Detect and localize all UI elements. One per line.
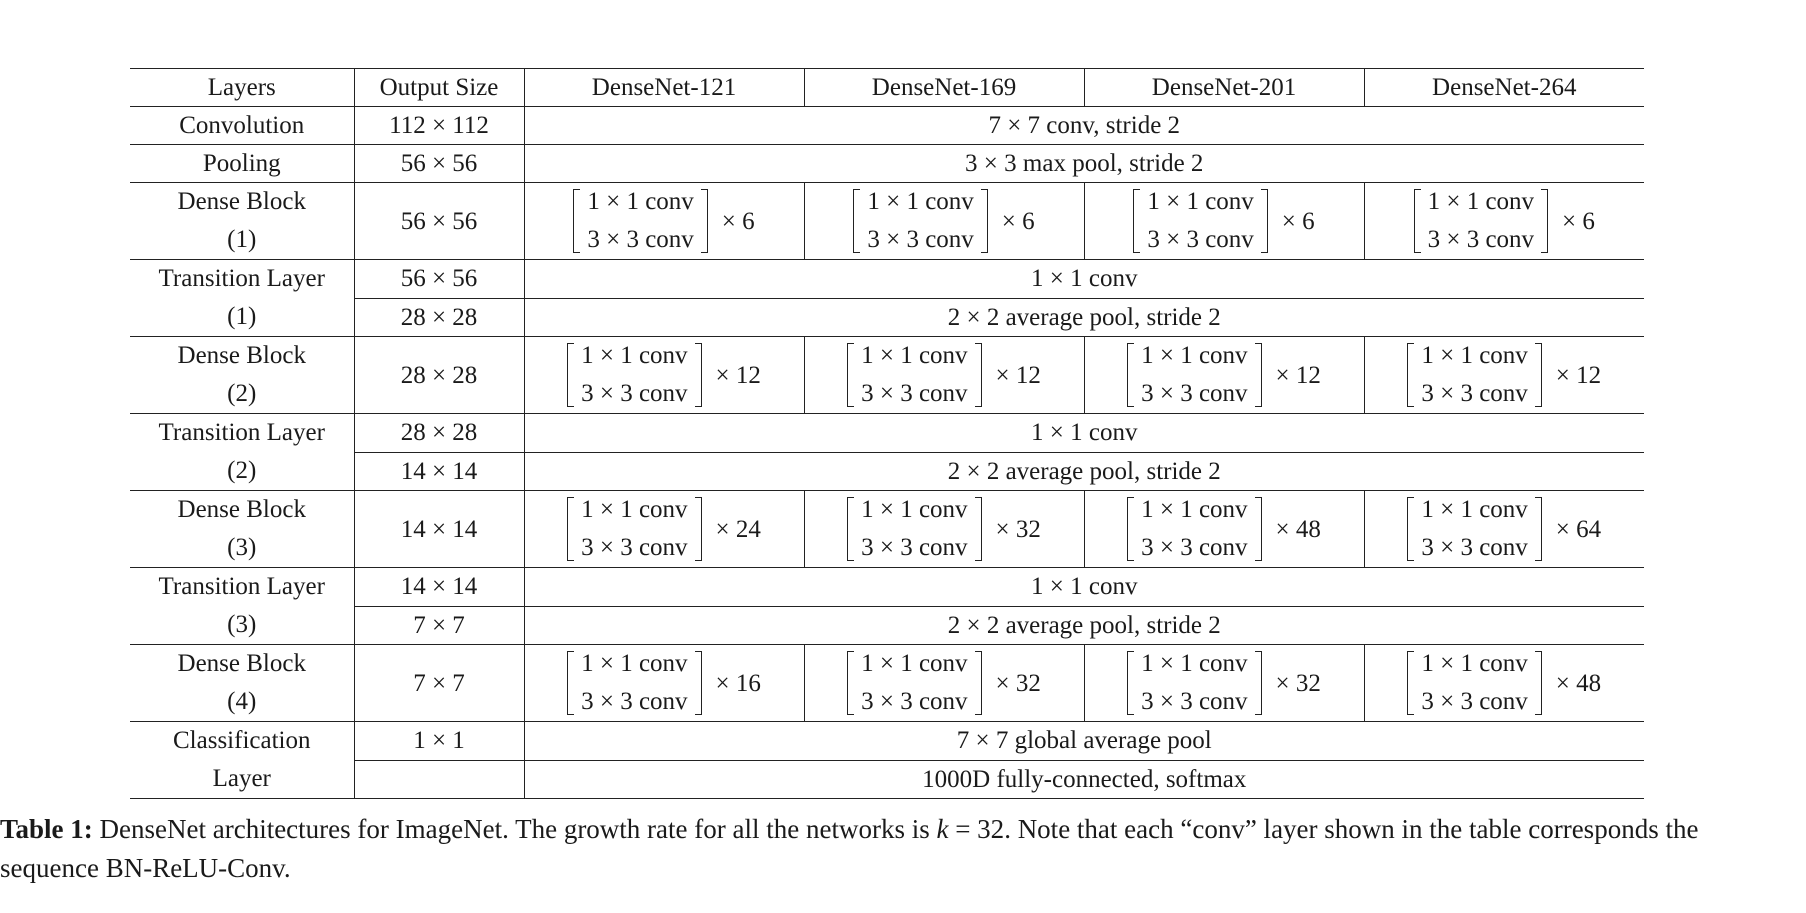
dense-cell (524, 337, 804, 414)
output-size: 7 × 7 (354, 606, 524, 645)
multiplier: × 48 (1275, 515, 1321, 543)
layer-name: Pooling (130, 145, 354, 183)
caption-text-2: . Note that each “conv” layer shown in the table corresponds the sequence BN-ReLU-Conv. (0, 814, 1699, 883)
layer-op: 2 × 2 average pool, stride 2 (524, 606, 1644, 645)
multiplier: × 6 (721, 207, 755, 235)
conv-bracket: 1 × 1 conv 3 × 3 conv (847, 491, 981, 567)
header-densenet-169: DenseNet-169 (804, 69, 1084, 107)
output-size (354, 760, 524, 799)
row-convolution (130, 107, 1644, 145)
dense-cell (1084, 337, 1364, 414)
conv-bracket: 1 × 1 conv 3 × 3 conv (1407, 337, 1541, 413)
layer-op: 7 × 7 conv, stride 2 (524, 107, 1644, 145)
conv-bracket: 1 × 1 conv 3 × 3 conv (1407, 491, 1541, 567)
architecture-table-container (130, 68, 1644, 799)
dense-cell (1084, 645, 1364, 722)
output-size: 28 × 28 (354, 298, 524, 337)
layer-op: 7 × 7 global average pool (524, 722, 1644, 761)
dense-cell (804, 491, 1084, 568)
row-transition-1a (130, 260, 1644, 299)
layer-name: Dense Block (1) (130, 183, 354, 260)
output-size: 1 × 1 (354, 722, 524, 761)
layer-name: Transition Layer (2) (130, 414, 354, 491)
dense-cell (524, 491, 804, 568)
layer-op: 1000D fully-connected, softmax (524, 760, 1644, 799)
dense-cell (1084, 183, 1364, 260)
multiplier: × 12 (1275, 361, 1321, 389)
output-size: 56 × 56 (354, 145, 524, 183)
conv-bracket: 1 × 1 conv 3 × 3 conv (567, 337, 701, 413)
output-size: 112 × 112 (354, 107, 524, 145)
dense-cell (1364, 183, 1644, 260)
dense-cell (524, 183, 804, 260)
dense-cell (524, 645, 804, 722)
conv-bracket: 1 × 1 conv 3 × 3 conv (847, 645, 981, 721)
row-dense-block-4 (130, 645, 1644, 722)
multiplier: × 32 (995, 669, 1041, 697)
header-densenet-201: DenseNet-201 (1084, 69, 1364, 107)
conv-bracket: 1 × 1 conv 3 × 3 conv (1127, 337, 1261, 413)
layer-name: Dense Block (4) (130, 645, 354, 722)
header-layers: Layers (130, 69, 354, 107)
layer-name: Transition Layer (3) (130, 568, 354, 645)
layer-name: Transition Layer (1) (130, 260, 354, 337)
multiplier: × 12 (715, 361, 761, 389)
layer-op: 3 × 3 max pool, stride 2 (524, 145, 1644, 183)
row-pooling (130, 145, 1644, 183)
dense-cell (1364, 337, 1644, 414)
conv-bracket: 1 × 1 conv 3 × 3 conv (1407, 645, 1541, 721)
caption-text-1: DenseNet architectures for ImageNet. The growth rate for all the networks is (92, 814, 937, 844)
multiplier: × 6 (1001, 207, 1035, 235)
row-transition-3b (130, 606, 1644, 645)
output-size: 7 × 7 (354, 645, 524, 722)
header-densenet-121: DenseNet-121 (524, 69, 804, 107)
conv-bracket: 1 × 1 conv 3 × 3 conv (567, 645, 701, 721)
densenet-architecture-table (130, 68, 1644, 799)
multiplier: × 32 (1275, 669, 1321, 697)
output-size: 14 × 14 (354, 568, 524, 607)
layer-op: 1 × 1 conv (524, 260, 1644, 299)
conv-bracket: 1 × 1 conv 3 × 3 conv (573, 183, 707, 259)
dense-cell (804, 337, 1084, 414)
layer-name: Dense Block (3) (130, 491, 354, 568)
caption-k-symbol: k (936, 814, 949, 844)
conv-bracket: 1 × 1 conv 3 × 3 conv (1127, 645, 1261, 721)
row-dense-block-2 (130, 337, 1644, 414)
dense-cell (804, 183, 1084, 260)
multiplier: × 24 (715, 515, 761, 543)
multiplier: × 64 (1555, 515, 1602, 543)
output-size: 14 × 14 (354, 491, 524, 568)
header-row (130, 69, 1644, 107)
header-densenet-264: DenseNet-264 (1364, 69, 1644, 107)
header-output-size: Output Size (354, 69, 524, 107)
layer-name: Convolution (130, 107, 354, 145)
conv-bracket: 1 × 1 conv 3 × 3 conv (847, 337, 981, 413)
row-classification-a (130, 722, 1644, 761)
conv-bracket: 1 × 1 conv 3 × 3 conv (1133, 183, 1267, 259)
row-transition-2a (130, 414, 1644, 453)
layer-op: 1 × 1 conv (524, 568, 1644, 607)
conv-bracket: 1 × 1 conv 3 × 3 conv (1414, 183, 1548, 259)
dense-cell (804, 645, 1084, 722)
row-dense-block-1 (130, 183, 1644, 260)
output-size: 28 × 28 (354, 414, 524, 453)
conv-bracket: 1 × 1 conv 3 × 3 conv (1127, 491, 1261, 567)
caption-k-value: = 32 (948, 814, 1005, 844)
output-size: 56 × 56 (354, 260, 524, 299)
multiplier: × 32 (995, 515, 1041, 543)
table-caption (0, 810, 1800, 888)
layer-op: 2 × 2 average pool, stride 2 (524, 298, 1644, 337)
layer-name: Classification Layer (130, 722, 354, 799)
output-size: 28 × 28 (354, 337, 524, 414)
multiplier: × 12 (995, 361, 1041, 389)
dense-cell (1364, 645, 1644, 722)
output-size: 56 × 56 (354, 183, 524, 260)
row-dense-block-3 (130, 491, 1644, 568)
conv-bracket: 1 × 1 conv 3 × 3 conv (853, 183, 987, 259)
layer-op: 2 × 2 average pool, stride 2 (524, 452, 1644, 491)
row-transition-1b (130, 298, 1644, 337)
multiplier: × 12 (1555, 361, 1602, 389)
dense-cell (1084, 491, 1364, 568)
multiplier: × 6 (1281, 207, 1315, 235)
layer-name: Dense Block (2) (130, 337, 354, 414)
output-size: 14 × 14 (354, 452, 524, 491)
caption-label: Table 1: (0, 814, 93, 844)
multiplier: × 6 (1562, 207, 1595, 235)
multiplier: × 16 (715, 669, 761, 697)
dense-cell (1364, 491, 1644, 568)
multiplier: × 48 (1555, 669, 1602, 697)
layer-op: 1 × 1 conv (524, 414, 1644, 453)
conv-bracket: 1 × 1 conv 3 × 3 conv (567, 491, 701, 567)
row-transition-3a (130, 568, 1644, 607)
row-transition-2b (130, 452, 1644, 491)
row-classification-b (130, 760, 1644, 799)
